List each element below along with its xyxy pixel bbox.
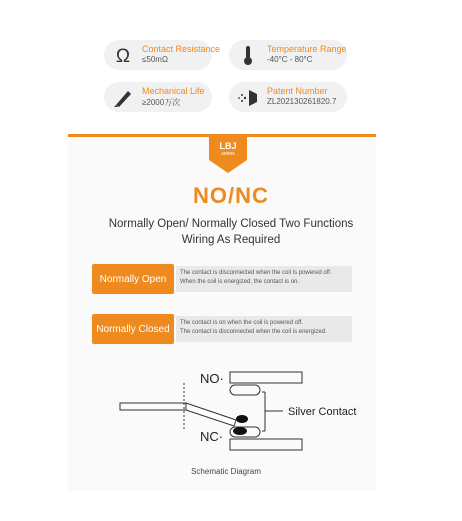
no-contact-pad (230, 385, 260, 395)
no-terminal (230, 372, 302, 383)
armature-fixed (120, 403, 186, 410)
mode-desc-line-1: The contact is on when the coil is powered off. (180, 320, 303, 326)
silver-contact-label: Silver Contact (288, 406, 357, 418)
badge-subtitle: series (221, 151, 235, 157)
mode-desc-line-2: The contact is disconnected when the coil is energized. (180, 329, 327, 335)
spec-label: Contact Resistance (142, 44, 221, 54)
spec-value: ≥2000万次 (142, 98, 181, 107)
spec-value: ZL202130261820.7 (267, 97, 337, 106)
mode-desc-line-2: When the coil is energized, the contact is on. (180, 279, 300, 285)
page-title: NO/NC (193, 183, 269, 208)
armature-blade (186, 403, 236, 426)
nc-terminal (230, 439, 302, 450)
spec-value: ≤50mΩ (142, 55, 168, 64)
mode-tag: Normally Open (92, 264, 174, 294)
silver-contact-lower (233, 427, 247, 435)
badge-title: LBJ (219, 141, 237, 151)
mode-tag: Normally Closed (92, 314, 174, 344)
spec-label: Temperature Range (267, 44, 347, 54)
subtitle-line-2: Wiring As Required (181, 234, 281, 246)
mode-desc-line-1: The contact is disconnected when the coil is powered off. (180, 270, 332, 276)
silver-contact-upper (236, 415, 248, 423)
diagram-caption: Schematic Diagram (191, 467, 261, 476)
spec-value: -40°C - 80°C (267, 55, 313, 64)
no-label: NO· (200, 371, 224, 386)
nc-label: NC· (200, 429, 224, 444)
spec-label: Mechanical Life (142, 86, 205, 96)
svg-text:Ω: Ω (115, 46, 131, 66)
spec-label: Patent Number (267, 86, 328, 96)
subtitle-line-1: Normally Open/ Normally Closed Two Functions (108, 218, 354, 230)
